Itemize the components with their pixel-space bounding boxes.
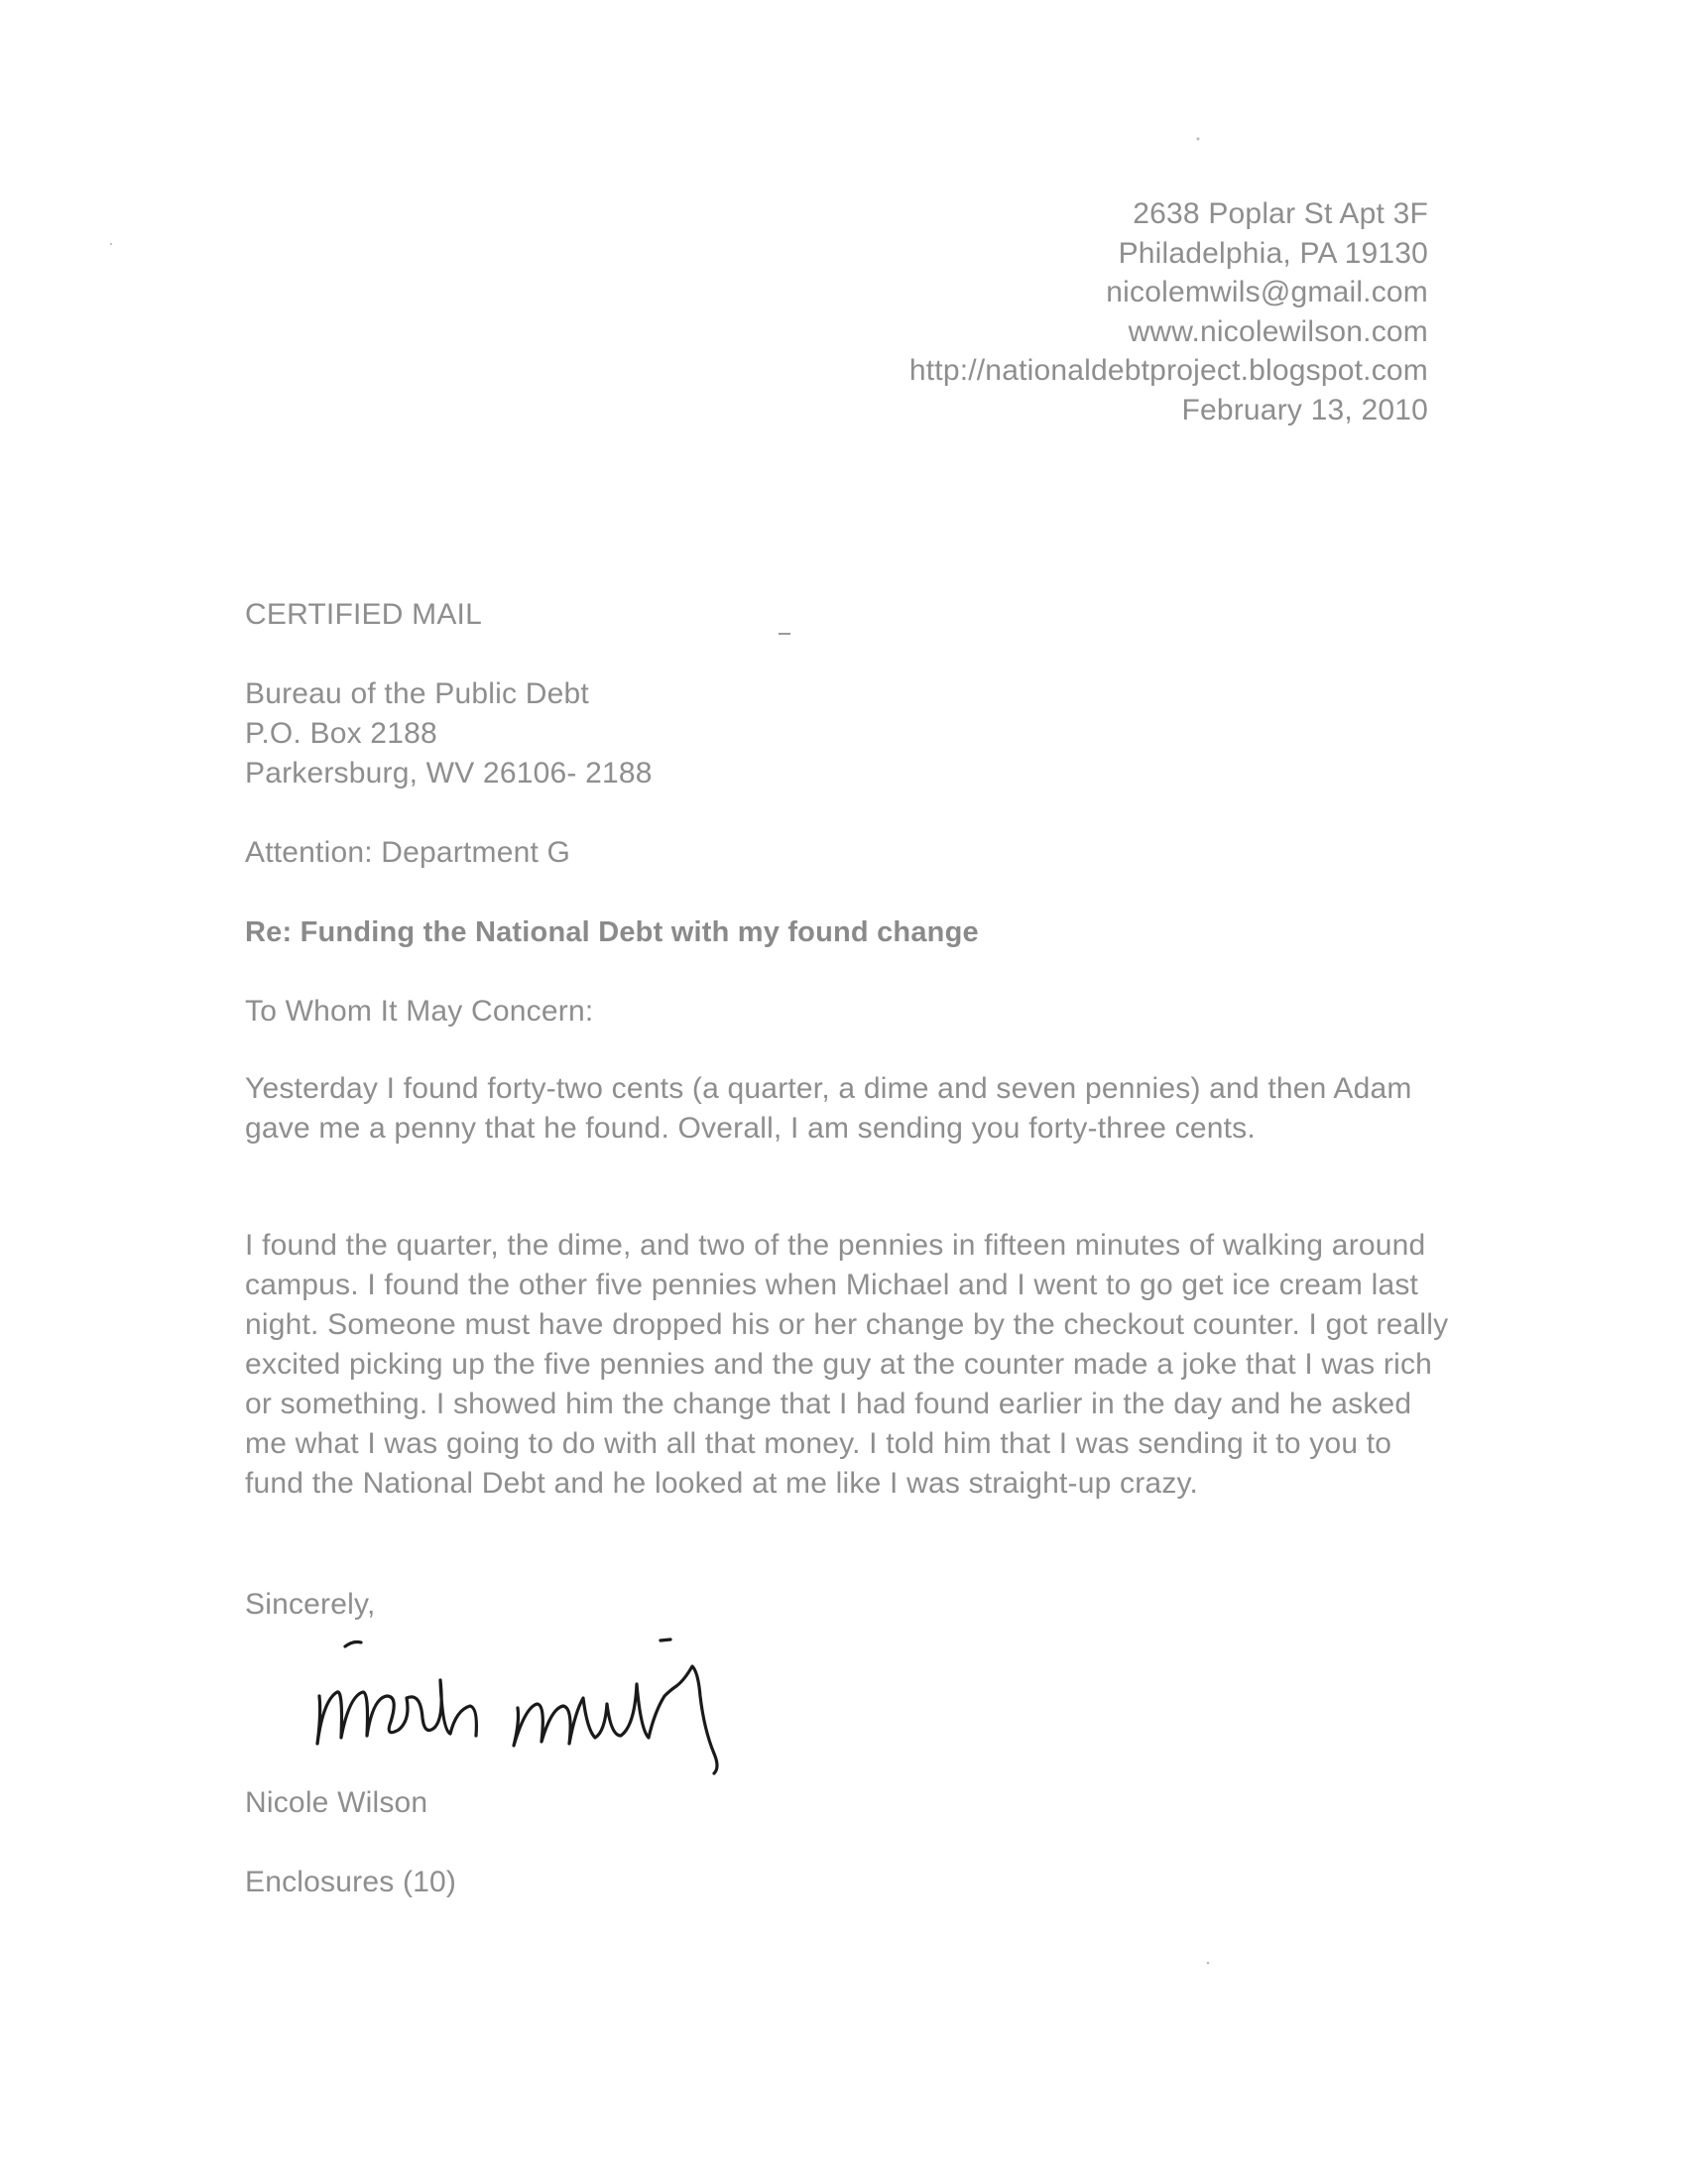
sender-address-line1: 2638 Poplar St Apt 3F: [1133, 197, 1428, 230]
sender-block: [909, 194, 1428, 429]
speck: [1207, 1962, 1210, 1965]
speck: [110, 243, 112, 245]
salutation: To Whom It May Concern:: [245, 995, 594, 1028]
speck: [1197, 138, 1200, 141]
recipient-po-box: P.O. Box 2188: [245, 717, 437, 750]
recipient-city-state-zip: Parkersburg, WV 26106- 2188: [245, 757, 653, 789]
letter-date: February 13, 2010: [1181, 393, 1428, 426]
enclosures-note: Enclosures (10): [245, 1866, 457, 1898]
handwritten-signature-icon: [307, 1627, 774, 1775]
subject-line: Re: Funding the National Debt with my found change: [245, 916, 979, 948]
recipient-name: Bureau of the Public Debt: [245, 677, 589, 710]
attention-line: Attention: Department G: [245, 836, 571, 869]
sender-email: nicolemwils@gmail.com: [1106, 276, 1428, 308]
body-paragraph-2-text: I found the quarter, the dime, and two of the pennies in fifteen minutes of walking around campus. I found the other five pennies when Michael and I went to go get ice cream last night. Someone must have dropped his or her change by the checkout counter. I got really excited picking up the five pennies and the guy at the counter made a joke that I was rich or something. I showed him the change that I had found earlier in the day and he asked me what I was going to do with all that money. I told him that I was sending it to you to fund the National Debt and he looked at me like I was straight-up crazy.: [245, 1229, 1449, 1500]
body-paragraph-1: [245, 1069, 1450, 1149]
closing: Sincerely,: [245, 1588, 376, 1621]
sender-website: www.nicolewilson.com: [1128, 314, 1428, 348]
body-paragraph-1-text: Yesterday I found forty-two cents (a quarter, a dime and seven pennies) and then Adam gave me a penny that he found. Overall, I am sending you forty-three cents.: [245, 1072, 1412, 1145]
signer-name: Nicole Wilson: [245, 1786, 428, 1819]
recipient-block: [245, 674, 1435, 793]
delivery-method: CERTIFIED MAIL: [245, 598, 482, 631]
sender-address-line2: Philadelphia, PA 19130: [1118, 236, 1428, 270]
sender-blog: http://nationaldebtproject.blogspot.com: [908, 354, 1428, 387]
body-paragraph-2: [245, 1226, 1450, 1504]
